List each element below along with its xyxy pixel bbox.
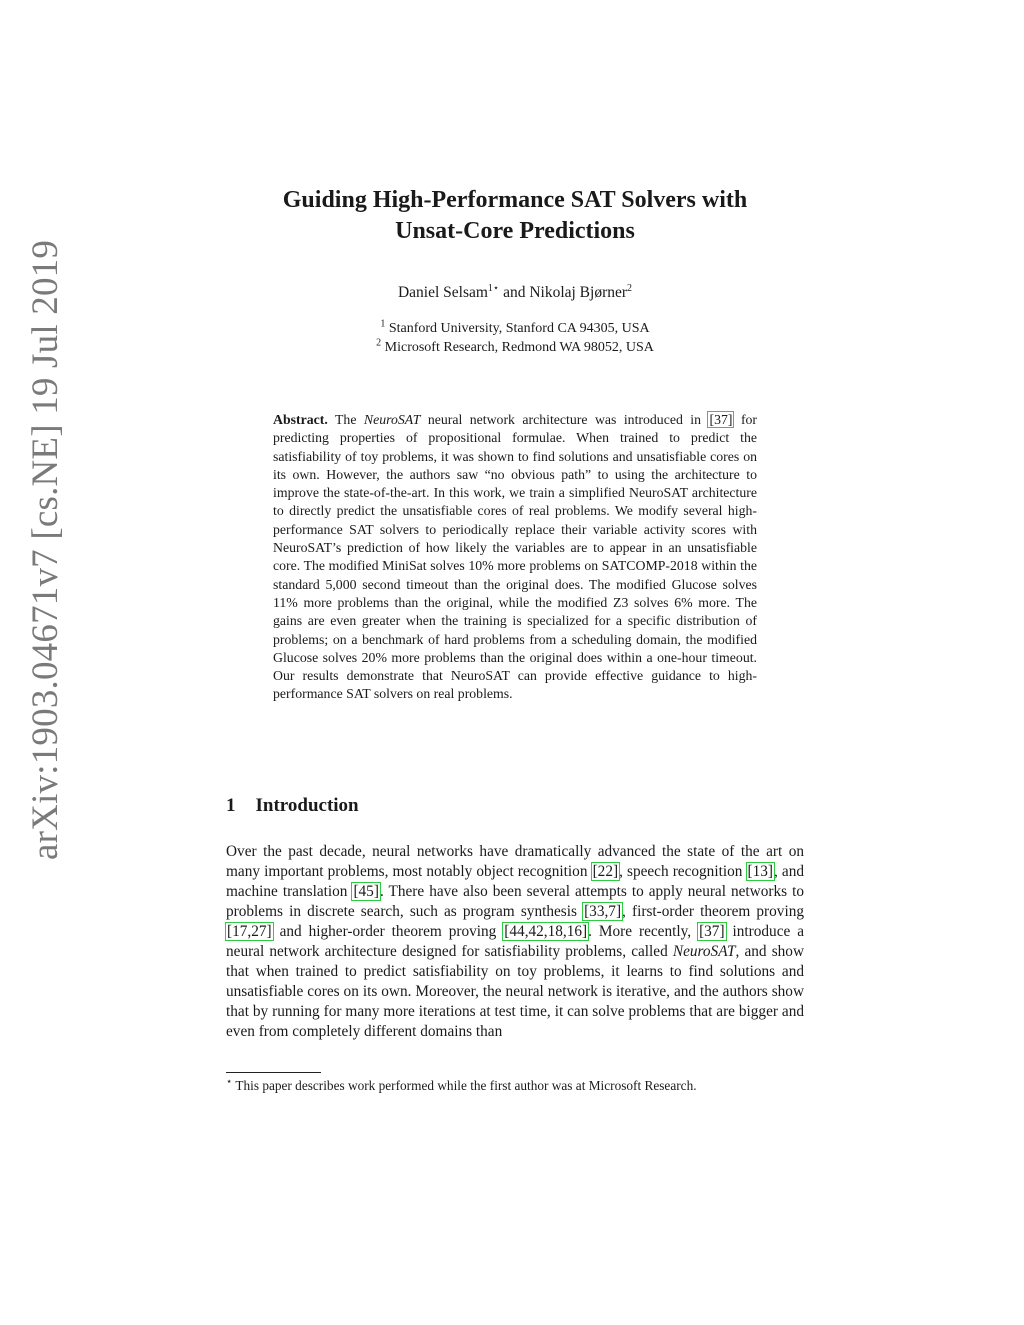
footnote-mark: ⋆: [226, 1076, 233, 1088]
abstract-text-2: neural network architecture was introduced in: [427, 412, 702, 427]
abstract-label: Abstract.: [273, 412, 328, 427]
intro-text: , and show that when trained to predict satisfiability on toy problems, it learns to find solutions and unsatisfiable cores on its own. Moreover, the neural network is iterative, and the authors show that by running for many more iterations at test time, it can solve problems that are bigger and even from completely different domains than: [226, 943, 804, 1040]
citation-link[interactable]: [37]: [709, 412, 733, 427]
affiliation-2-text: Microsoft Research, Redmond WA 98052, USA: [384, 340, 654, 355]
affiliation-1-mark: 1: [380, 318, 386, 330]
title-line-1: Guiding High-Performance SAT Solvers with: [282, 187, 748, 213]
intro-text: , first-order theorem proving: [622, 903, 804, 920]
intro-neurosat-em: NeuroSAT: [672, 943, 736, 960]
citation-link[interactable]: [37]: [699, 923, 725, 940]
affiliation-2: [200, 338, 830, 357]
affiliation-1: [200, 319, 830, 338]
intro-text: . More recently,: [588, 923, 692, 940]
intro-text: introduce a neural network architecture designed for satisfiability problems, called: [226, 923, 805, 960]
section-heading: [226, 795, 359, 817]
section-title: Introduction: [255, 795, 359, 816]
author-list: [200, 284, 830, 302]
author-1: Daniel Selsam: [397, 284, 488, 301]
intro-paragraph: [226, 842, 804, 1042]
affiliation-1-text: Stanford University, Stanford CA 94305, USA: [388, 321, 650, 336]
intro-text: and higher-order theorem proving: [279, 923, 497, 940]
intro-text: Over the past decade, neural networks have dramatically advanced the state of the art on many important problems, most notably object recognition: [226, 843, 804, 880]
title-line-2: Unsat-Core Predictions: [395, 218, 635, 244]
abstract-text-1: The: [335, 412, 357, 427]
author-1-mark: 1⋆: [487, 282, 500, 294]
citation-link[interactable]: [13]: [747, 863, 773, 880]
paper-title: [200, 185, 830, 247]
footnote-text: This paper describes work performed while the first author was at Microsoft Research.: [235, 1078, 697, 1093]
affiliations: [200, 319, 830, 357]
abstract-neurosat-em: NeuroSAT: [363, 412, 421, 427]
intro-text: , speech recognition: [619, 863, 743, 880]
author-2-mark: 2: [627, 282, 633, 294]
footnote: [226, 1077, 804, 1095]
abstract: [273, 411, 757, 704]
citation-link[interactable]: [17,27]: [227, 923, 272, 940]
affiliation-2-mark: 2: [376, 337, 382, 349]
citation-link[interactable]: [45]: [353, 883, 379, 900]
citation-link[interactable]: [22]: [592, 863, 619, 880]
abstract-text-3: for predicting properties of propositional formulae. When trained to predict the satisfiability of toy problems, it was shown to find solutions and unsatisfiable cores on its own. However, the authors saw “no obvious path” to using the architecture to improve the state-of-the-art. In this work, we train a simplified NeuroSAT architecture to directly predict the unsatisfiable cores of real problems. We modify several high-performance SAT solvers to periodically replace their variable activity scores with NeuroSAT’s prediction of how likely the variables are to appear in an unsatisfiable core. The modified MiniSat solves 10% more problems on SATCOMP-2018 within the standard 5,000 second timeout than the original does. The modified Glucose solves 11% more problems than the original, while the modified Z3 solves 6% more. The gains are even greater when the training is specialized for a specific distribution of problems; on a benchmark of hard problems from a scheduling domain, the modified Glucose solves 20% more problems than the original does within a one-hour timeout. Our results demonstrate that NeuroSAT can provide effective guidance to high-performance SAT solvers on real problems.: [273, 412, 758, 702]
intro-text: . There have also been several attempts to apply neural networks to problems in discrete search, such as program synthesis: [226, 883, 804, 920]
citation-link[interactable]: [33,7]: [584, 903, 622, 920]
footnote-rule: [226, 1072, 321, 1073]
citation-link[interactable]: [44,42,18,16]: [504, 923, 588, 940]
author-2: and Nikolaj Bjørner: [503, 284, 628, 301]
arxiv-stamp: arXiv:1903.04671v7 [cs.NE] 19 Jul 2019: [25, 239, 66, 860]
section-number: 1: [226, 795, 236, 816]
intro-text: , and machine translation: [226, 863, 805, 900]
